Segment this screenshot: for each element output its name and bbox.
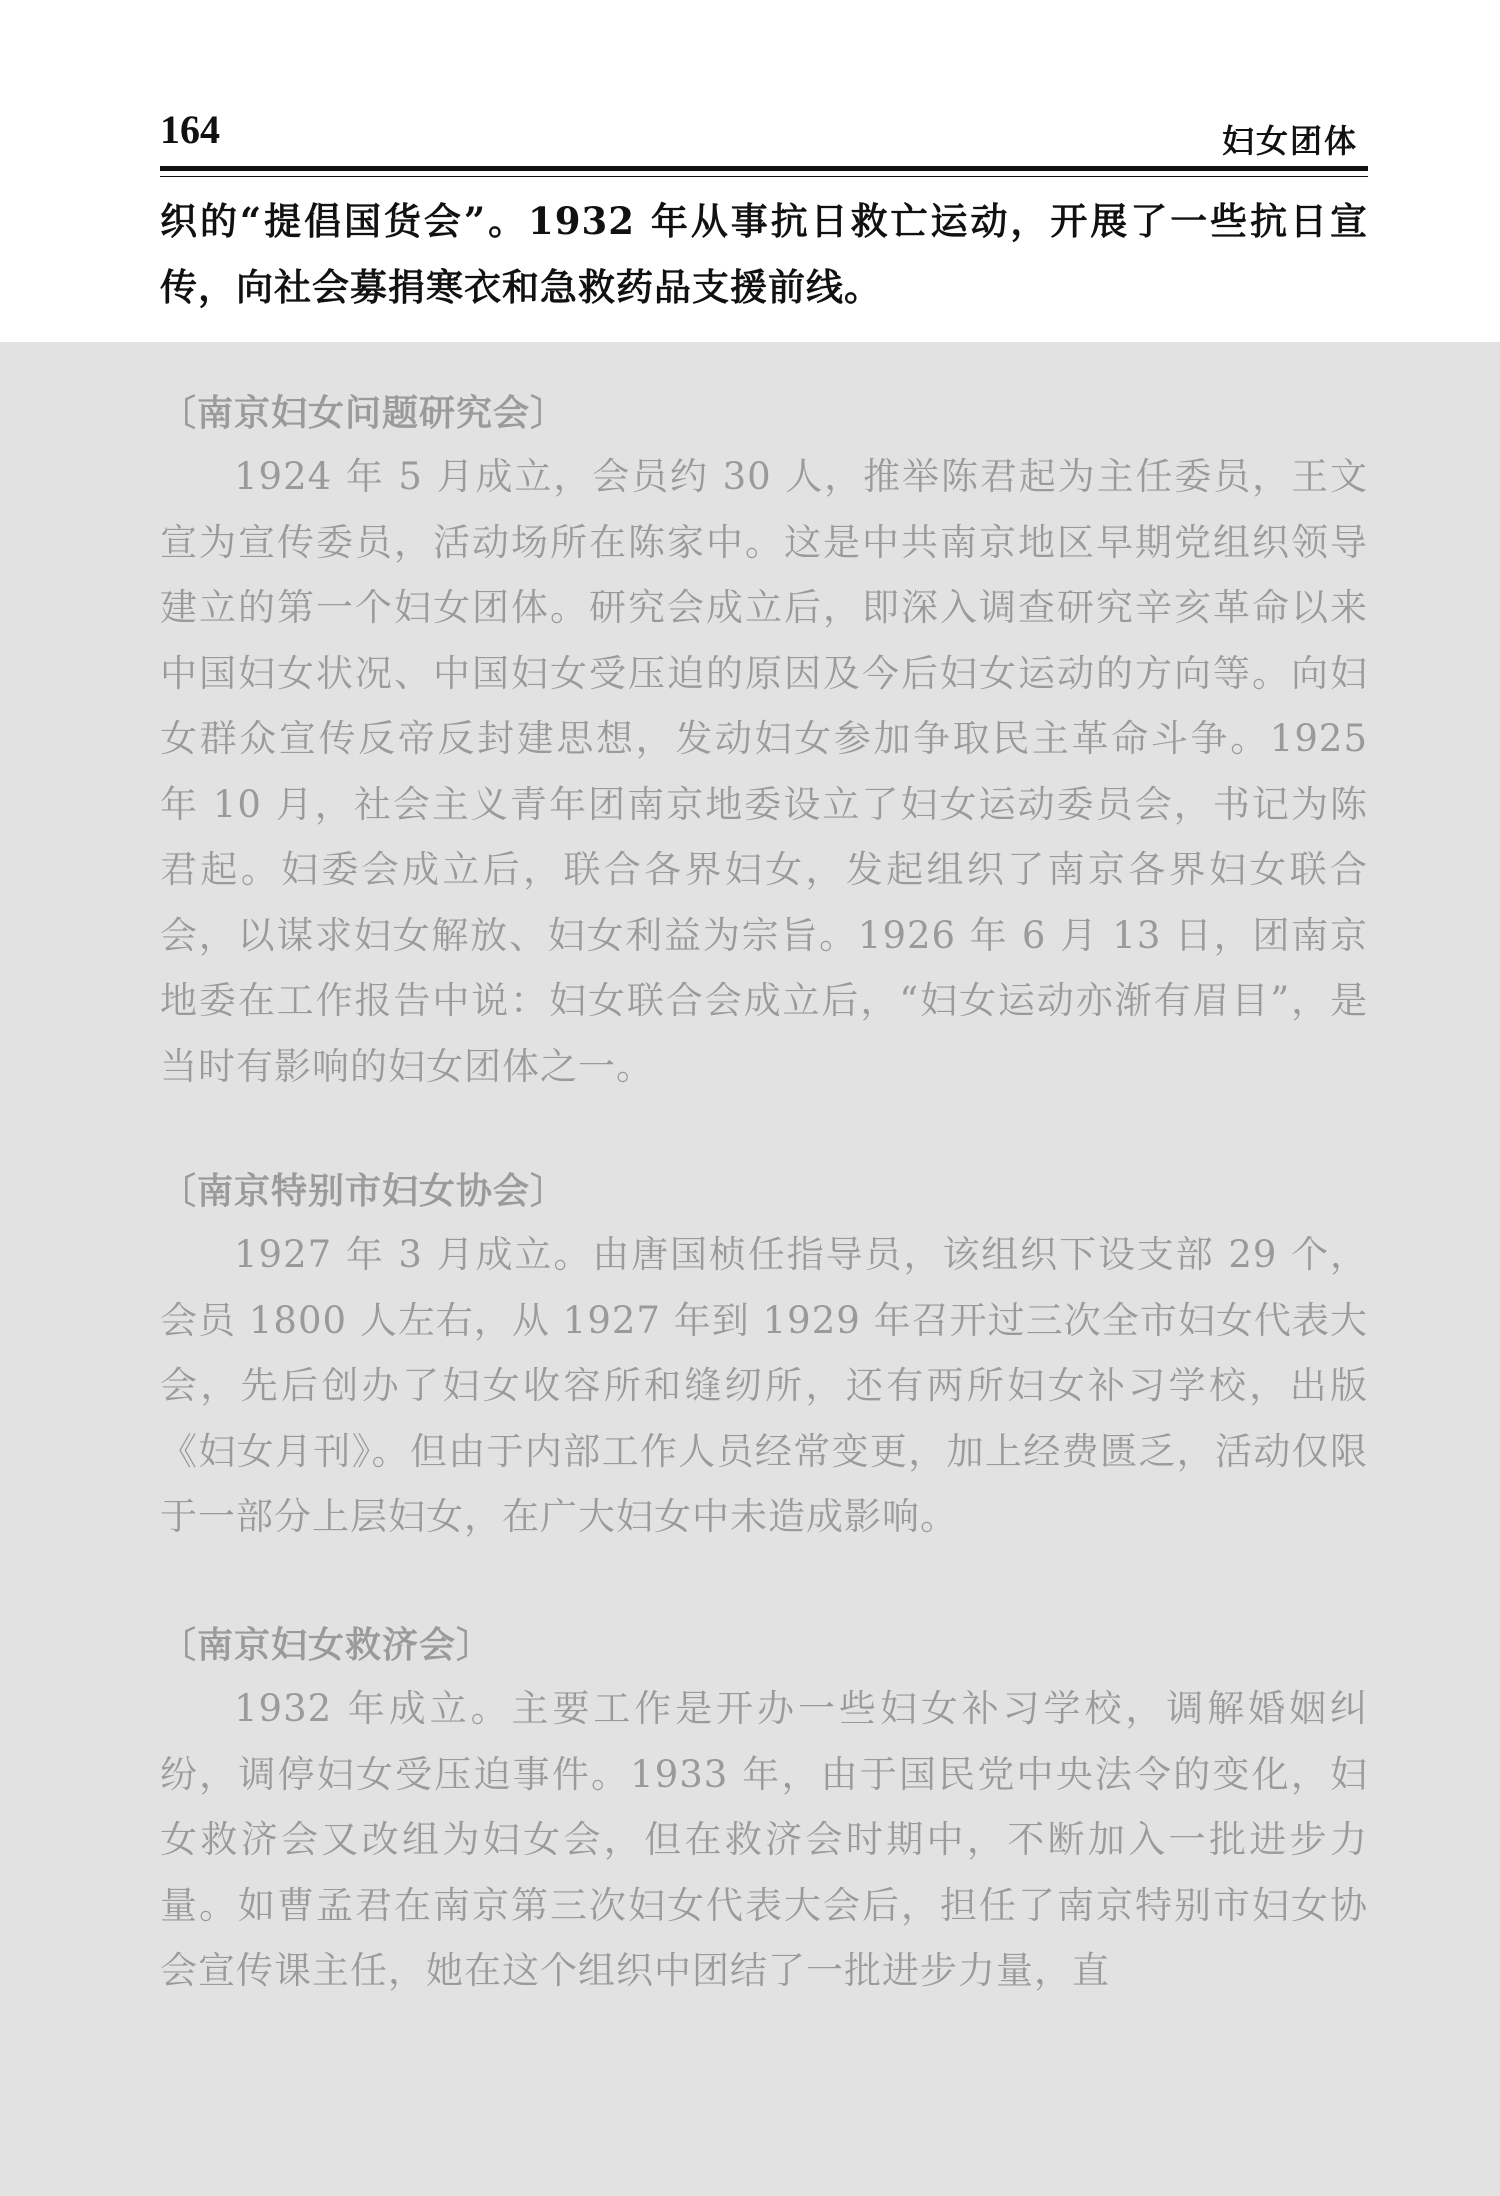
page-number: 164 <box>160 107 220 152</box>
section-nanjing-special-city-women-association <box>160 1162 1368 1550</box>
section-heading: 〔南京妇女问题研究会〕 <box>160 393 568 434</box>
section-body: 1927 年 3 月成立。由唐国桢任指导员，该组织下设支部 29 个，会员 1800 人左右，从 1927 年到 1929 年召开过三次全市妇女代表大会，先后创办了妇女收容所和缝纫所，还有两所妇女补习学校，出版《妇女月刊》。但由于内部工作人员经常变更，加上经费匮乏，活动仅限于一部分上层妇女，在广大妇女中未造成影响。 <box>160 1233 1368 1538</box>
continued-paragraph: 织的“提倡国货会”。1932 年从事抗日救亡运动，开展了一些抗日宣传，向社会募捐寒衣和急救药品支援前线。 <box>160 199 1368 309</box>
section-heading: 〔南京妇女救济会〕 <box>160 1625 494 1666</box>
section-body: 1924 年 5 月成立，会员约 30 人，推举陈君起为主任委员，王文宣为宣传委员，活动场所在陈家中。这是中共南京地区早期党组织领导建立的第一个妇女团体。研究会成立后，即深入调查研究辛亥革命以来中国妇女状况、中国妇女受压迫的原因及今后妇女运动的方向等。向妇女群众宣传反帝反封建思想，发动妇女参加争取民主革命斗争。1925 年 10 月，社会主义青年团南京地委设立了妇女运动委员会，书记为陈君起。妇委会成立后，联合各界妇女，发起组织了南京各界妇女联合会，以谋求妇女解放、妇女利益为宗旨。1926 年 6 月 13 日，团南京地委在工作报告中说：妇女联合会成立后，“妇女运动亦渐有眉目”，是当时有影响的妇女团体之一。 <box>160 455 1368 1088</box>
page-header <box>160 100 1368 171</box>
section-nanjing-women-issues-society <box>160 384 1368 1099</box>
section-body: 1932 年成立。主要工作是开办一些妇女补习学校，调解婚姻纠纷，调停妇女受压迫事件。1933 年，由于国民党中央法令的变化，妇女救济会又改组为妇女会，但在救济会时期中，不断加入一批进步力量。如曹孟君在南京第三次妇女代表大会后，担任了南京特别市妇女协会宣传课主任，她在这个组织中团结了一批进步力量，直 <box>160 1687 1368 1992</box>
running-title: 妇女团体 <box>1221 122 1358 160</box>
section-heading: 〔南京特别市妇女协会〕 <box>160 1171 568 1212</box>
section-nanjing-women-relief-society <box>160 1616 1368 2004</box>
